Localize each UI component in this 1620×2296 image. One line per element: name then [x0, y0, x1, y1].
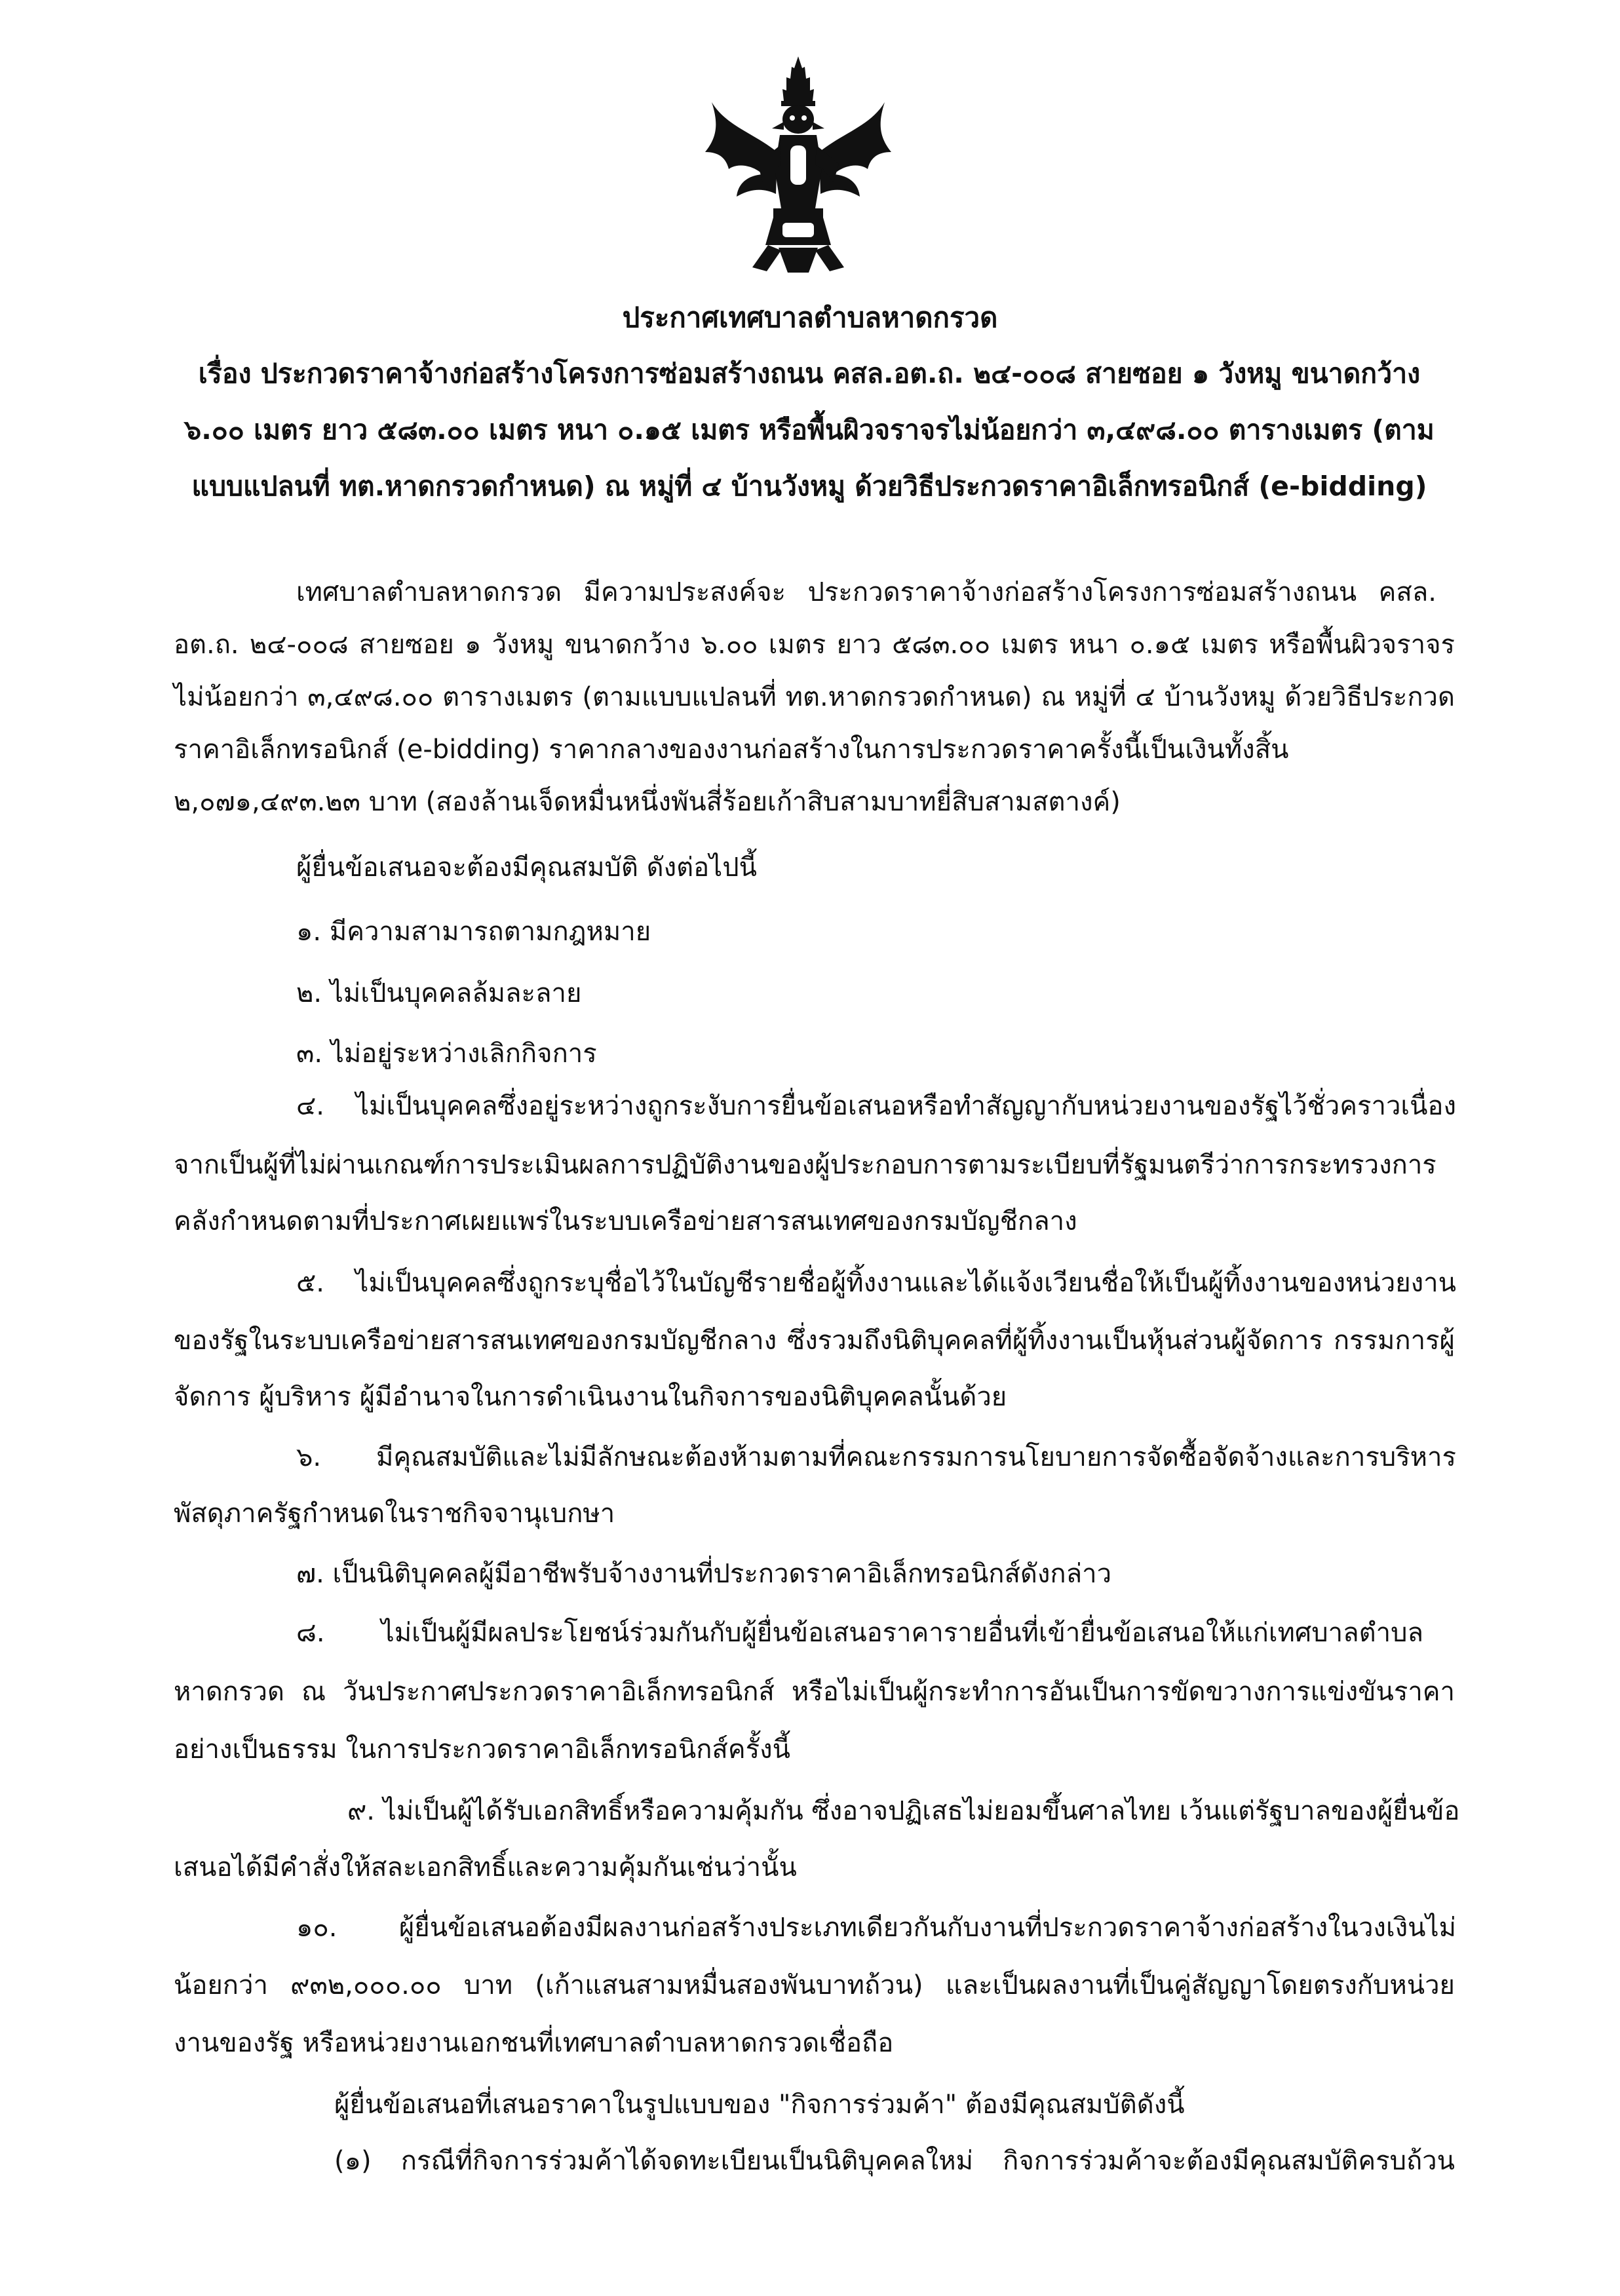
- qualification-10-line-1: ๑๐. ผู้ยื่นข้อเสนอต้องมีผลงานก่อสร้างประเภทเดียวกันกับงานที่ประกวดราคาจ้างก่อสร้างในวงเงินไม่: [296, 1913, 1456, 1943]
- qualification-4-line-2: จากเป็นผู้ที่ไม่ผ่านเกณฑ์การประเมินผลการปฏิบัติงานของผู้ประกอบการตามระเบียบที่รัฐมนตรีว่าการกระทรวงการ: [174, 1150, 1437, 1180]
- qualification-5-line-1: ๕. ไม่เป็นบุคคลซึ่งถูกระบุชื่อไว้ในบัญชีรายชื่อผู้ทิ้งงานและได้แจ้งเวียนชื่อให้เป็นผู้ทิ้งงานของหน่วยงาน: [296, 1268, 1456, 1298]
- qualification-9-line-1: ๙. ไม่เป็นผู้ได้รับเอกสิทธิ์หรือความคุ้มกัน ซึ่งอาจปฏิเสธไม่ยอมขึ้นศาลไทย เว้นแต่รัฐบาลของผู้ยื่นข้อ: [347, 1796, 1460, 1826]
- subject-line-1: เรื่อง ประกวดราคาจ้างก่อสร้างโครงการซ่อมสร้างถนน คสล.อต.ถ. ๒๔-๐๐๘ สายซอย ๑ วังหมู ขนาดกว้าง: [198, 358, 1421, 389]
- qualification-3: ๓. ไม่อยู่ระหว่างเลิกกิจการ: [296, 1039, 597, 1069]
- qualification-9-line-2: เสนอได้มีคำสั่งให้สละเอกสิทธิ์และความคุ้มกันเช่นว่านั้น: [174, 1852, 797, 1883]
- qualification-1: ๑. มีความสามารถตามกฎหมาย: [296, 917, 651, 947]
- qualifications-heading: ผู้ยื่นข้อเสนอจะต้องมีคุณสมบัติ ดังต่อไปนี้: [296, 852, 757, 883]
- joint-venture-heading: ผู้ยื่นข้อเสนอที่เสนอราคาในรูปแบบของ "กิจการร่วมค้า" ต้องมีคุณสมบัติดังนี้: [334, 2090, 1185, 2120]
- intro-line-4: ราคาอิเล็กทรอนิกส์ (e-bidding) ราคากลางของงานก่อสร้างในการประกวดราคาครั้งนี้เป็นเงินทั้งสิ้น: [174, 735, 1289, 765]
- intro-line-1: เทศบาลตำบลหาดกรวด มีความประสงค์จะ ประกวดราคาจ้างก่อสร้างโครงการซ่อมสร้างถนน คสล.: [296, 577, 1437, 607]
- qualification-10-line-3: งานของรัฐ หรือหน่วยงานเอกชนที่เทศบาลตำบลหาดกรวดเชื่อถือ: [174, 2028, 894, 2058]
- intro-line-5: ๒,๐๗๑,๔๙๓.๒๓ บาท (สองล้านเจ็ดหมื่นหนึ่งพันสี่ร้อยเก้าสิบสามบาทยี่สิบสามสตางค์): [174, 787, 1121, 817]
- qualification-8-line-2: หาดกรวด ณ วันประกาศประกวดราคาอิเล็กทรอนิกส์ หรือไม่เป็นผู้กระทำการอันเป็นการขัดขวางการแข่งขันราคา: [174, 1677, 1455, 1707]
- announcement-title: ประกาศเทศบาลตำบลหาดกรวด: [622, 301, 998, 334]
- qualification-5-line-2: ของรัฐในระบบเครือข่ายสารสนเทศของกรมบัญชีกลาง ซึ่งรวมถึงนิติบุคคลที่ผู้ทิ้งงานเป็นหุ้นส่วนผู้จัดการ กรรมการผู้: [174, 1326, 1455, 1356]
- qualification-8-line-1: ๘. ไม่เป็นผู้มีผลประโยชน์ร่วมกันกับผู้ยื่นข้อเสนอราคารายอื่นที่เข้ายื่นข้อเสนอให้แก่เทศบาลตำบล: [296, 1618, 1423, 1648]
- joint-venture-item-1: (๑) กรณีที่กิจการร่วมค้าได้จดทะเบียนเป็นนิติบุคคลใหม่ กิจการร่วมค้าจะต้องมีคุณสมบัติครบถ้วน: [334, 2146, 1455, 2176]
- intro-line-2: อต.ถ. ๒๔-๐๐๘ สายซอย ๑ วังหมู ขนาดกว้าง ๖.๐๐ เมตร ยาว ๕๘๓.๐๐ เมตร หนา ๐.๑๕ เมตร หรือพื้นผิวจราจร: [174, 630, 1455, 660]
- qualification-7: ๗. เป็นนิติบุคคลผู้มีอาชีพรับจ้างงานที่ประกวดราคาอิเล็กทรอนิกส์ดังกล่าว: [296, 1559, 1112, 1589]
- intro-line-3: ไม่น้อยกว่า ๓,๔๙๘.๐๐ ตารางเมตร (ตามแบบแปลนที่ ทต.หาดกรวดกำหนด) ณ หมู่ที่ ๔ บ้านวังหมู ด้วยวิธีประกวด: [174, 682, 1455, 712]
- qualification-5-line-3: จัดการ ผู้บริหาร ผู้มีอำนาจในการดำเนินงานในกิจการของนิติบุคคลนั้นด้วย: [174, 1382, 1007, 1412]
- qualification-8-line-3: อย่างเป็นธรรม ในการประกวดราคาอิเล็กทรอนิกส์ครั้งนี้: [174, 1734, 790, 1765]
- subject-line-3: แบบแปลนที่ ทต.หาดกรวดกำหนด) ณ หมู่ที่ ๔ บ้านวังหมู ด้วยวิธีประกวดราคาอิเล็กทรอนิกส์ (e-bidding): [191, 470, 1427, 502]
- qualification-2: ๒. ไม่เป็นบุคคลล้มละลาย: [296, 978, 582, 1008]
- qualification-4-line-3: คลังกำหนดตามที่ประกาศเผยแพร่ในระบบเครือข่ายสารสนเทศของกรมบัญชีกลาง: [174, 1206, 1077, 1236]
- qualification-10-line-2: น้อยกว่า ๙๓๒,๐๐๐.๐๐ บาท (เก้าแสนสามหมื่นสองพันบาทถ้วน) และเป็นผลงานที่เป็นคู่สัญญาโดยตรงกับหน่วย: [174, 1970, 1455, 2000]
- qualification-6-line-2: พัสดุภาครัฐกำหนดในราชกิจจานุเบกษา: [174, 1499, 615, 1529]
- qualification-6-line-1: ๖. มีคุณสมบัติและไม่มีลักษณะต้องห้ามตามที่คณะกรรมการนโยบายการจัดซื้อจัดจ้างและการบริหาร: [296, 1442, 1456, 1472]
- subject-line-2: ๖.๐๐ เมตร ยาว ๕๘๓.๐๐ เมตร หนา ๐.๑๕ เมตร หรือพื้นผิวจราจรไม่น้อยกว่า ๓,๔๙๘.๐๐ ตารางเมตร (ตาม: [184, 414, 1435, 446]
- qualification-4-line-1: ๔. ไม่เป็นบุคคลซึ่งอยู่ระหว่างถูกระงับการยื่นข้อเสนอหรือทำสัญญากับหน่วยงานของรัฐไว้ชั่วคราวเนื่อง: [296, 1091, 1456, 1121]
- garuda-emblem: [700, 54, 897, 275]
